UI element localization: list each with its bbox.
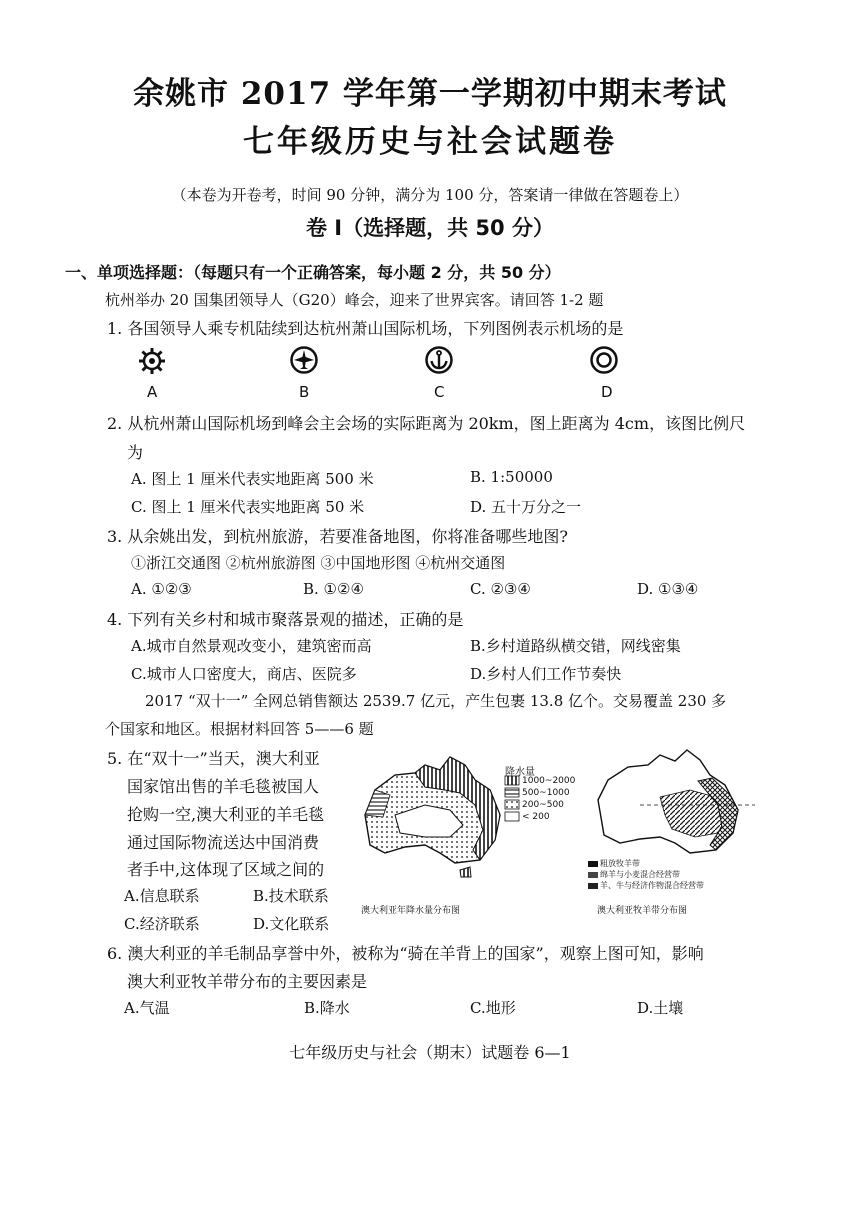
rainfall-map-caption: 澳大利亚年降水量分布图 [361, 906, 461, 916]
q4-option-c: C.城市人口密度大，商店、医院多 [131, 665, 357, 683]
airplane-circle-icon [289, 345, 319, 375]
q6-option-a: A.气温 [124, 999, 170, 1017]
q4-option-a: A.城市自然景观改变小，建筑密而高 [131, 637, 372, 655]
q4-stem: 4. 下列有关乡村和城市聚落景观的描述，正确的是 [107, 610, 464, 629]
rainfall-legend-2: 500~1000 [522, 788, 570, 798]
q5-option-b: B.技术联系 [253, 887, 329, 905]
gear-sun-symbol-icon [137, 346, 167, 376]
part-intro: 杭州举办 20 国集团领导人（G20）峰会，迎来了世界宾客。请回答 1-2 题 [105, 291, 604, 309]
section-heading: 卷 I（选择题，共 50 分） [306, 216, 554, 240]
q6-stem-line2: 澳大利亚牧羊带分布的主要因素是 [127, 972, 368, 991]
q3-option-a: A. ①②③ [131, 580, 192, 598]
q2-option-c: C. 图上 1 厘米代表实地距离 50 米 [131, 498, 365, 516]
rainfall-legend-1: 1000~2000 [522, 776, 576, 786]
q5-stem-line3: 抢购一空,澳大利亚的羊毛毯 [127, 805, 325, 824]
q6-option-d: D.土壤 [637, 999, 684, 1017]
sheep-legend-3: 羊、牛与经济作物混合经营带 [600, 881, 704, 890]
exam-note: （本卷为开卷考，时间 90 分钟，满分为 100 分，答案请一律做在答题卷上） [171, 186, 689, 204]
q5-stem-line5: 者手中,这体现了区域之间的 [127, 860, 325, 879]
q2-option-a: A. 图上 1 厘米代表实地距离 500 米 [131, 470, 374, 488]
sheep-legend-swatch-1 [588, 861, 598, 867]
rainfall-legend-title: 降水量 [505, 767, 535, 778]
material-line1: 2017 “双十一” 全网总销售额达 2539.7 亿元，产生包裹 13.8 亿个。交易覆盖 230 多 [145, 692, 727, 710]
q6-option-c: C.地形 [470, 999, 516, 1017]
q5-stem-line1: 5. 在“双十一”当天，澳大利亚 [107, 749, 320, 768]
rainfall-legend-4: < 200 [522, 812, 550, 822]
q6-option-b: B.降水 [304, 999, 350, 1017]
q1-label-a: A [147, 383, 158, 401]
q5-option-a: A.信息联系 [124, 887, 200, 905]
q4-option-d: D.乡村人们工作节奏快 [470, 665, 622, 683]
rainfall-map [355, 745, 585, 895]
sheep-legend-2: 绵羊与小麦混合经营带 [600, 870, 680, 879]
part-title: 一、单项选择题：（每题只有一个正确答案，每小题 2 分，共 50 分） [65, 263, 561, 282]
q2-option-d: D. 五十万分之一 [470, 498, 582, 516]
q3-stem: 3. 从余姚出发，到杭州旅游，若要准备地图，你将准备哪些地图? [107, 527, 568, 546]
q2-stem-line1: 2. 从杭州萧山国际机场到峰会主会场的实际距离为 20km，图上距离为 4cm，该图比例尺 [107, 414, 746, 433]
q1-label-b: B [299, 383, 310, 401]
q1-stem: 1. 各国领导人乘专机陆续到达杭州萧山国际机场，下列图例表示机场的是 [107, 319, 624, 338]
q2-option-b: B. 1:50000 [470, 468, 553, 486]
q3-items: ①浙江交通图 ②杭州旅游图 ③中国地形图 ④杭州交通图 [131, 554, 506, 572]
q1-label-c: C [434, 383, 445, 401]
sheep-belt-map [590, 745, 760, 860]
material-line2: 个国家和地区。根据材料回答 5——6 题 [105, 720, 374, 738]
q5-stem-line2: 国家馆出售的羊毛毯被国人 [127, 777, 320, 796]
sheep-legend-1: 粗放牧羊带 [600, 859, 640, 868]
q6-stem-line1: 6. 澳大利亚的羊毛制品享誉中外，被称为“骑在羊背上的国家”，观察上图可知，影响 [107, 944, 704, 963]
sheep-map-caption: 澳大利亚牧羊带分布图 [597, 906, 688, 916]
q5-option-c: C.经济联系 [124, 915, 200, 933]
q3-option-d: D. ①③④ [637, 580, 699, 598]
q5-stem-line4: 通过国际物流送达中国消费 [127, 833, 320, 852]
q3-option-b: B. ①②④ [303, 580, 364, 598]
anchor-circle-icon [424, 345, 454, 375]
q5-option-d: D.文化联系 [253, 915, 330, 933]
page-footer: 七年级历史与社会（期末）试题卷 6—1 [289, 1043, 571, 1062]
q3-option-c: C. ②③④ [470, 580, 531, 598]
sheep-legend-swatch-2 [588, 872, 598, 878]
q4-option-b: B.乡村道路纵横交错，网线密集 [470, 637, 681, 655]
exam-subtitle: 七年级历史与社会试题卷 [243, 124, 617, 160]
sheep-legend-swatch-3 [588, 883, 598, 889]
double-circle-icon [589, 345, 619, 375]
q2-stem-line2: 为 [127, 443, 144, 462]
q1-label-d: D [601, 383, 613, 401]
exam-title: 余姚市 2017 学年第一学期初中期末考试 [133, 76, 727, 112]
rainfall-legend-3: 200~500 [522, 800, 564, 810]
